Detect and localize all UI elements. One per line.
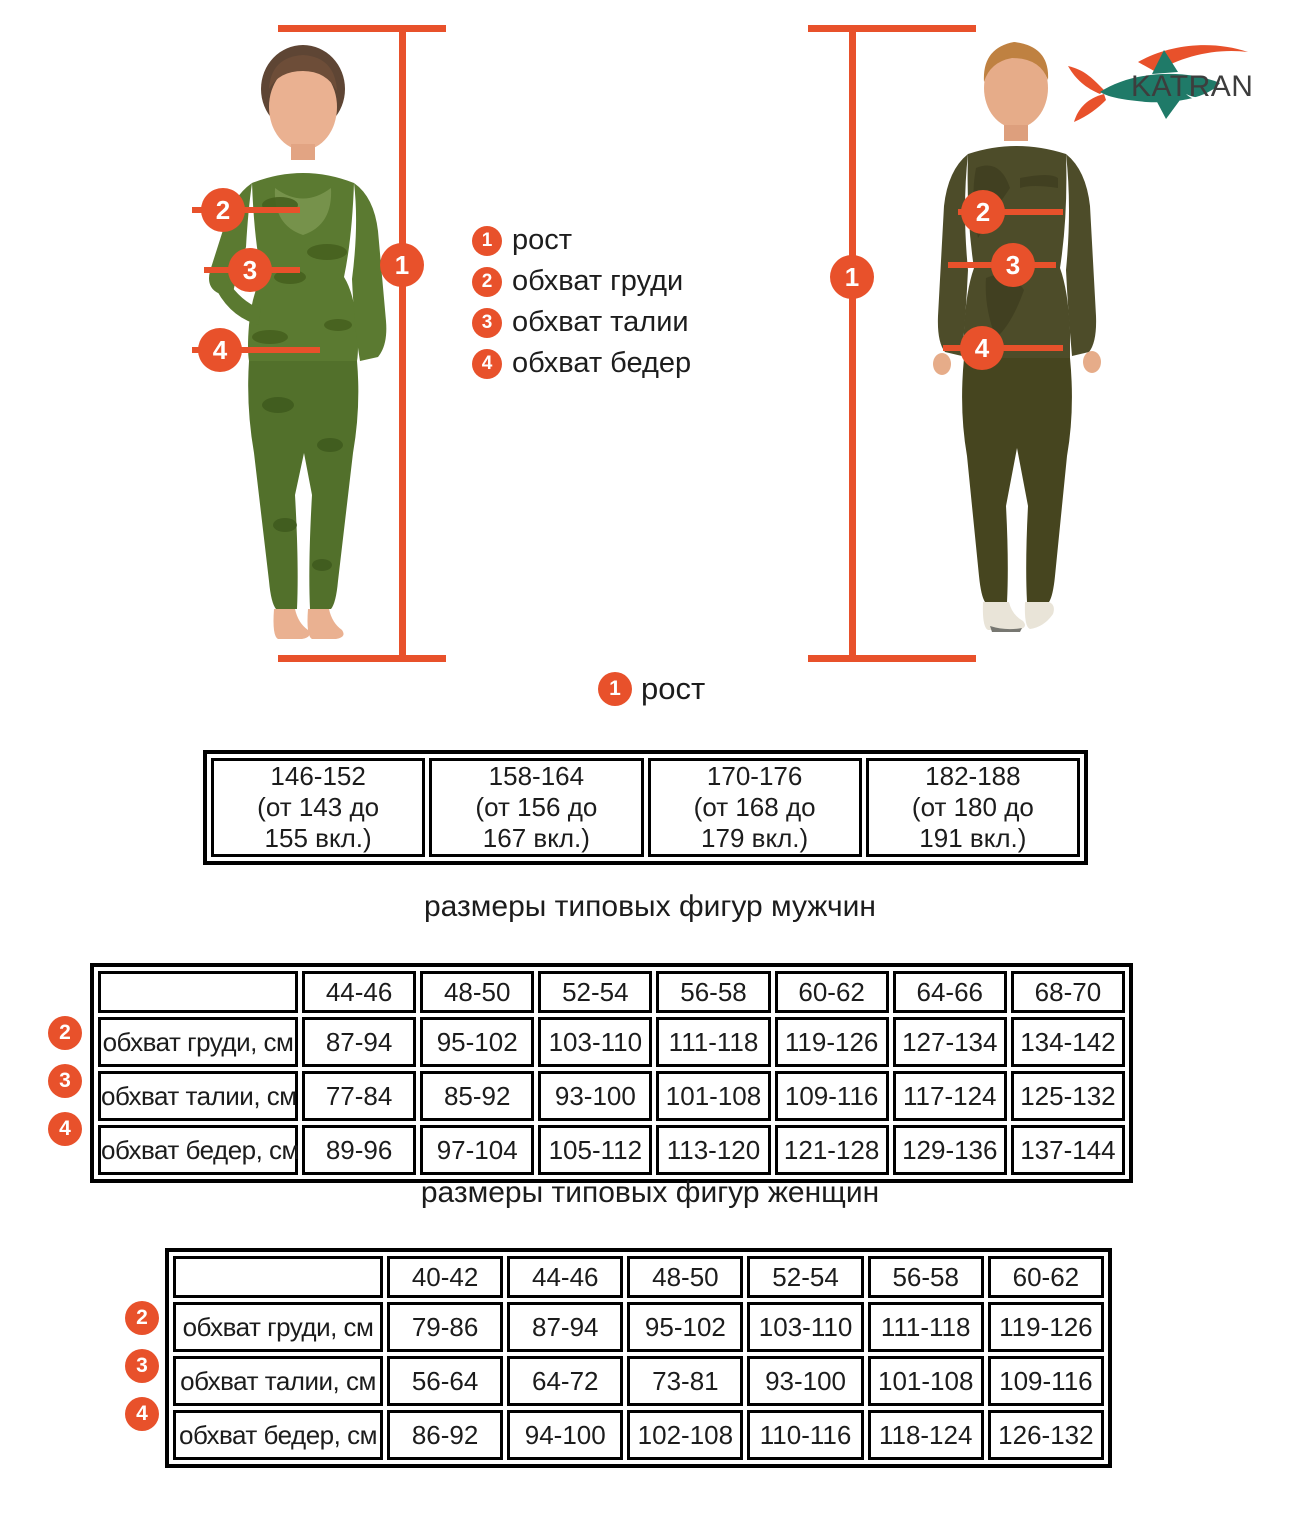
women-row-marker-chest: 2	[125, 1301, 159, 1335]
value-cell: 103-110	[538, 1017, 652, 1067]
value-cell: 109-116	[775, 1071, 889, 1121]
size-header: 60-62	[775, 971, 889, 1013]
legend-label-hips: обхват бедер	[512, 347, 692, 379]
value-cell: 102-108	[627, 1410, 743, 1460]
women-header-row	[173, 1256, 1104, 1298]
value-cell: 117-124	[893, 1071, 1007, 1121]
size-header: 52-54	[747, 1256, 863, 1298]
row-label: обхват бедер, см	[98, 1125, 298, 1175]
value-cell: 89-96	[302, 1125, 416, 1175]
value-cell: 85-92	[420, 1071, 534, 1121]
legend-label-chest: обхват груди	[512, 265, 684, 297]
size-header: 52-54	[538, 971, 652, 1013]
man-height-bottom-bar	[808, 655, 976, 662]
value-cell: 87-94	[302, 1017, 416, 1067]
value-cell: 79-86	[387, 1302, 503, 1352]
woman-height-line	[399, 25, 406, 662]
value-cell: 118-124	[868, 1410, 984, 1460]
man-height-top-bar	[808, 25, 976, 32]
row-label: обхват талии, см	[98, 1071, 298, 1121]
women-row-marker-waist: 3	[125, 1349, 159, 1383]
women-chest-row	[173, 1302, 1104, 1352]
woman-marker-chest: 2	[201, 188, 245, 232]
legend-marker-4: 4	[472, 349, 502, 379]
woman-marker-waist: 3	[228, 248, 272, 292]
value-cell: 127-134	[893, 1017, 1007, 1067]
men-row-marker-hips: 4	[48, 1112, 82, 1146]
value-cell: 105-112	[538, 1125, 652, 1175]
legend-marker-3: 3	[472, 308, 502, 338]
legend-label-height: рост	[512, 224, 573, 256]
corner-cell	[98, 971, 298, 1013]
value-cell: 77-84	[302, 1071, 416, 1121]
measurement-legend	[472, 224, 691, 380]
value-cell: 119-126	[988, 1302, 1104, 1352]
size-header: 64-66	[893, 971, 1007, 1013]
legend-item-chest	[472, 265, 691, 298]
value-cell: 101-108	[868, 1356, 984, 1406]
legend-item-hips	[472, 347, 691, 380]
row-label: обхват груди, см	[173, 1302, 383, 1352]
corner-cell	[173, 1256, 383, 1298]
value-cell: 126-132	[988, 1410, 1104, 1460]
value-cell: 93-100	[747, 1356, 863, 1406]
size-header: 60-62	[988, 1256, 1104, 1298]
row-label: обхват груди, см	[98, 1017, 298, 1067]
woman-figure	[140, 25, 420, 665]
size-header: 40-42	[387, 1256, 503, 1298]
value-cell: 119-126	[775, 1017, 889, 1067]
woman-height-top-bar	[278, 25, 446, 32]
women-row-marker-hips: 4	[125, 1397, 159, 1431]
height-range-cell: 146-152 (от 143 до 155 вкл.)	[211, 758, 425, 857]
value-cell: 134-142	[1011, 1017, 1125, 1067]
height-table	[203, 750, 1088, 865]
men-waist-row	[98, 1071, 1125, 1121]
men-row-marker-waist: 3	[48, 1064, 82, 1098]
value-cell: 64-72	[507, 1356, 623, 1406]
katran-brand-name: KATRAN	[1131, 70, 1254, 103]
man-marker-waist: 3	[991, 243, 1035, 287]
size-header: 68-70	[1011, 971, 1125, 1013]
man-marker-hips: 4	[960, 326, 1004, 370]
height-range-cell: 158-164 (от 156 до 167 вкл.)	[429, 758, 643, 857]
men-table-title: размеры типовых фигур мужчин	[424, 890, 876, 923]
legend-item-height	[472, 224, 691, 257]
women-sizes-table	[165, 1248, 1112, 1468]
value-cell: 103-110	[747, 1302, 863, 1352]
men-header-row	[98, 971, 1125, 1013]
value-cell: 111-118	[868, 1302, 984, 1352]
height-range-cell: 182-188 (от 180 до 191 вкл.)	[866, 758, 1080, 857]
value-cell: 86-92	[387, 1410, 503, 1460]
size-header: 44-46	[507, 1256, 623, 1298]
size-header: 56-58	[868, 1256, 984, 1298]
value-cell: 94-100	[507, 1410, 623, 1460]
legend-marker-2: 2	[472, 267, 502, 297]
woman-marker-height: 1	[380, 243, 424, 287]
men-sizes-table	[90, 963, 1133, 1183]
value-cell: 129-136	[893, 1125, 1007, 1175]
legend-label-waist: обхват талии	[512, 306, 689, 338]
size-header: 48-50	[627, 1256, 743, 1298]
man-marker-chest: 2	[961, 190, 1005, 234]
value-cell: 93-100	[538, 1071, 652, 1121]
man-height-line	[849, 25, 856, 662]
value-cell: 95-102	[627, 1302, 743, 1352]
women-waist-row	[173, 1356, 1104, 1406]
size-header: 48-50	[420, 971, 534, 1013]
value-cell: 87-94	[507, 1302, 623, 1352]
women-hips-row	[173, 1410, 1104, 1460]
value-cell: 101-108	[656, 1071, 770, 1121]
height-range-cell: 170-176 (от 168 до 179 вкл.)	[648, 758, 862, 857]
value-cell: 137-144	[1011, 1125, 1125, 1175]
men-row-marker-chest: 2	[48, 1016, 82, 1050]
value-cell: 109-116	[988, 1356, 1104, 1406]
men-hips-row	[98, 1125, 1125, 1175]
women-table-title: размеры типовых фигур женщин	[420, 1176, 880, 1209]
height-header-label: рост	[641, 671, 706, 706]
woman-marker-hips: 4	[198, 328, 242, 372]
height-section-header	[598, 671, 705, 707]
woman-height-bottom-bar	[278, 655, 446, 662]
height-header-marker: 1	[598, 672, 632, 706]
value-cell: 97-104	[420, 1125, 534, 1175]
legend-marker-1: 1	[472, 226, 502, 256]
value-cell: 113-120	[656, 1125, 770, 1175]
row-label: обхват талии, см	[173, 1356, 383, 1406]
row-label: обхват бедер, см	[173, 1410, 383, 1460]
value-cell: 95-102	[420, 1017, 534, 1067]
legend-item-waist	[472, 306, 691, 339]
value-cell: 125-132	[1011, 1071, 1125, 1121]
size-header: 44-46	[302, 971, 416, 1013]
size-header: 56-58	[656, 971, 770, 1013]
man-marker-height: 1	[830, 255, 874, 299]
men-chest-row	[98, 1017, 1125, 1067]
value-cell: 121-128	[775, 1125, 889, 1175]
value-cell: 73-81	[627, 1356, 743, 1406]
value-cell: 56-64	[387, 1356, 503, 1406]
value-cell: 110-116	[747, 1410, 863, 1460]
value-cell: 111-118	[656, 1017, 770, 1067]
